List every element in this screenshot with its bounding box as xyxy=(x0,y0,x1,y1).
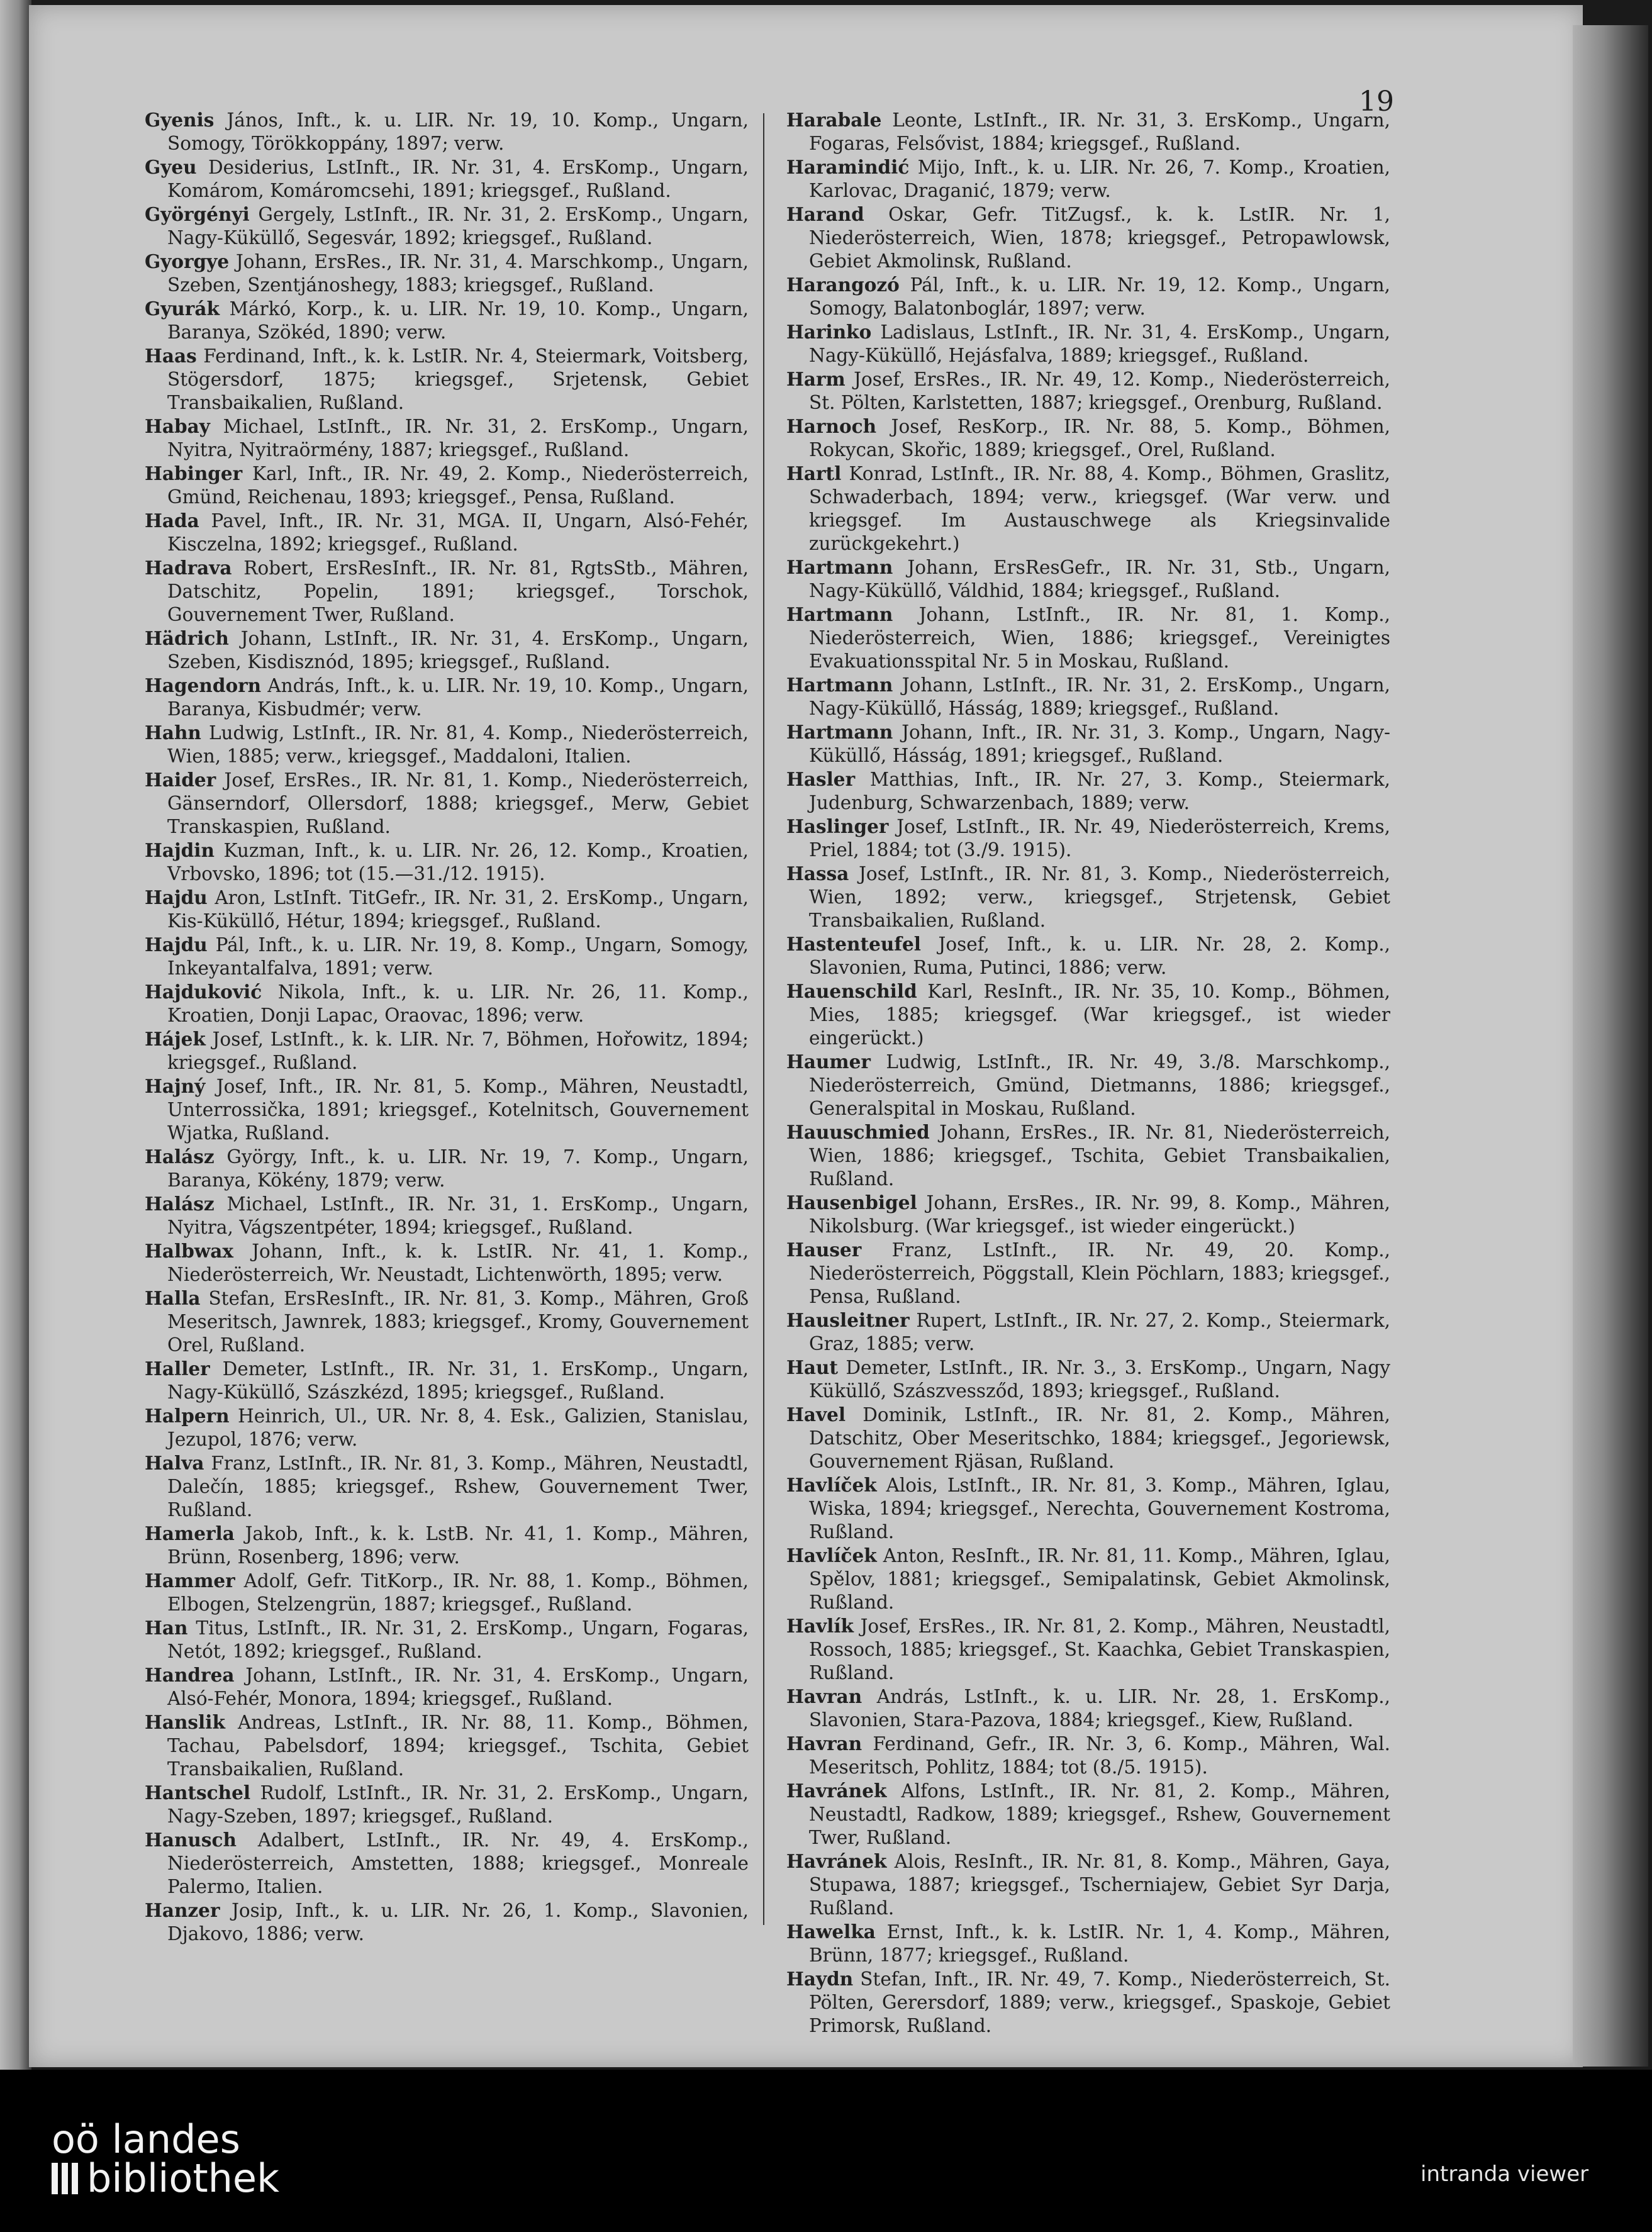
entry-details: Josef, Inft., k. u. LIR. Nr. 28, 2. Komp., Slavonien, Ruma, Putinci, 1886; verw. xyxy=(809,934,1390,978)
viewer-label: intranda viewer xyxy=(1420,2162,1589,2187)
entry-surname: Harand xyxy=(786,203,864,225)
entry-surname: Hájek xyxy=(145,1028,206,1050)
entry-surname: Havel xyxy=(786,1403,846,1426)
entry-surname: Haramindić xyxy=(786,156,910,178)
left-column xyxy=(145,108,749,1946)
entry-surname: Havlíček xyxy=(786,1474,877,1496)
register-entry xyxy=(145,556,749,627)
entry-surname: Halva xyxy=(145,1452,204,1474)
entry-details: Heinrich, Ul., UR. Nr. 8, 4. Esk., Galizien, Stanislau, Jezupol, 1876; verw. xyxy=(167,1405,749,1450)
entry-surname: Harinko xyxy=(786,321,872,343)
entry-details: Alfons, LstInft., IR. Nr. 81, 2. Komp., Mähren, Neustadtl, Radkow, 1889; kriegsgef., Rshew, Gouvernement Twer, Rußland. xyxy=(809,1780,1390,1848)
entry-surname: Hastenteufel xyxy=(786,933,921,955)
entry-surname: Hammer xyxy=(145,1570,235,1592)
entry-details: Demeter, LstInft., IR. Nr. 31, 1. ErsKomp., Ungarn, Nagy-Küküllő, Szászkézd, 1895; kriegsgef., Rußland. xyxy=(167,1358,749,1403)
entry-details: Josef, ErsRes., IR. Nr. 49, 12. Komp., Niederösterreich, St. Pölten, Karlstetten, 1887; kriegsgef., Orenburg, Rußland. xyxy=(809,369,1390,413)
entry-details: Josef, ErsRes., IR. Nr. 81, 1. Komp., Niederösterreich, Gänserndorf, Ollersdorf, 1888; kriegsgef., Merw, Gebiet Transkaspien, Rußland. xyxy=(167,769,749,837)
entry-details: Mijo, Inft., k. u. LIR. Nr. 26, 7. Komp., Kroatien, Karlovac, Draganić, 1879; verw. xyxy=(809,157,1390,201)
entry-details: Ladislaus, LstInft., IR. Nr. 31, 4. ErsKomp., Ungarn, Nagy-Küküllő, Hejásfalva, 1889; kriegsgef., Rußland. xyxy=(809,321,1390,366)
register-entry xyxy=(786,862,1390,932)
entry-details: Johann, ErsResGefr., IR. Nr. 31, Stb., Ungarn, Nagy-Küküllő, Váldhid, 1884; kriegsgef., Rußland. xyxy=(809,557,1390,601)
entry-details: Ludwig, LstInft., IR. Nr. 81, 4. Komp., Niederösterreich, Wien, 1885; verw., kriegsgef., Maddaloni, Italien. xyxy=(167,722,749,767)
entry-surname: Havlík xyxy=(786,1615,854,1637)
entry-details: Franz, LstInft., IR. Nr. 81, 3. Komp., Mähren, Neustadtl, Dalečín, 1885; kriegsgef., Rshew, Gouvernement Twer, Rußland. xyxy=(167,1453,749,1521)
register-entry xyxy=(786,1967,1390,2038)
register-entry xyxy=(145,462,749,509)
entry-details: Alois, LstInft., IR. Nr. 81, 3. Komp., Mähren, Iglau, Wiska, 1894; kriegsgef., Nerechta, Gouvernement Kostroma, Rußland. xyxy=(809,1475,1390,1543)
register-entry xyxy=(145,1074,749,1145)
register-entry xyxy=(145,674,749,721)
entry-details: Josef, LstInft., IR. Nr. 81, 3. Komp., Niederösterreich, Wien, 1892; verw., kriegsgef., Strjetensk, Gebiet Transbaikalien, Rußland. xyxy=(809,863,1390,931)
register-entry xyxy=(786,273,1390,320)
entry-details: Demeter, LstInft., IR. Nr. 3., 3. ErsKomp., Ungarn, Nagy Küküllő, Szászvessződ, 1893; kriegsgef., Rußland. xyxy=(809,1357,1390,1402)
entry-details: Josip, Inft., k. u. LIR. Nr. 26, 1. Komp., Slavonien, Djakovo, 1886; verw. xyxy=(167,1900,749,1945)
entry-surname: Hadrava xyxy=(145,557,232,579)
entry-surname: Halla xyxy=(145,1287,201,1309)
entry-surname: Halpern xyxy=(145,1405,230,1427)
entry-details: Aron, LstInft. TitGefr., IR. Nr. 31, 2. ErsKomp., Ungarn, Kis-Küküllő, Hétur, 1894; kriegsgef., Rußland. xyxy=(167,887,749,932)
entry-surname: Haider xyxy=(145,769,216,791)
entry-details: Rupert, LstInft., IR. Nr. 27, 2. Komp., Steiermark, Graz, 1885; verw. xyxy=(809,1310,1390,1354)
entry-surname: Habay xyxy=(145,415,210,437)
entry-surname: Haller xyxy=(145,1358,210,1380)
register-entry xyxy=(145,886,749,933)
entry-surname: Gyeu xyxy=(145,156,197,178)
entry-surname: Hahn xyxy=(145,722,201,744)
register-entry xyxy=(145,980,749,1027)
entry-details: Johann, LstInft., IR. Nr. 81, 1. Komp., Niederösterreich, Wien, 1886; kriegsgef., Vereinigtes Evakuationsspital Nr. 5 in Moskau, Rußland. xyxy=(809,604,1390,672)
entry-details: János, Inft., k. u. LIR. Nr. 19, 10. Komp., Ungarn, Somogy, Törökkoppány, 1897; verw. xyxy=(167,109,749,154)
register-entry xyxy=(145,297,749,344)
register-entry xyxy=(145,1899,749,1946)
register-entry xyxy=(145,721,749,768)
entry-surname: Hausleitner xyxy=(786,1309,910,1331)
register-entry xyxy=(145,1710,749,1781)
register-entry xyxy=(145,1404,749,1451)
entry-details: Alois, ResInft., IR. Nr. 81, 8. Komp., Mähren, Gaya, Stupawa, 1887; kriegsgef., Tscherniajew, Gebiet Syr Darja, Rußland. xyxy=(809,1851,1390,1919)
register-entry xyxy=(786,1238,1390,1309)
entry-surname: Harangozó xyxy=(786,274,900,296)
register-entry xyxy=(786,1191,1390,1238)
register-entry xyxy=(786,767,1390,815)
entry-details: Adolf, Gefr. TitKorp., IR. Nr. 88, 1. Komp., Böhmen, Elbogen, Stelzengrün, 1887; kriegsgef., Rußland. xyxy=(167,1570,749,1615)
entry-surname: Habinger xyxy=(145,462,243,484)
entry-details: Kuzman, Inft., k. u. LIR. Nr. 26, 12. Komp., Kroatien, Vrbovsko, 1896; tot (15.—31./12. 1915). xyxy=(167,840,749,884)
entry-details: Johann, LstInft., IR. Nr. 31, 2. ErsKomp., Ungarn, Nagy-Küküllő, Hásság, 1889; kriegsgef., Rußland. xyxy=(809,674,1390,719)
entry-surname: Halász xyxy=(145,1193,215,1215)
entry-surname: Gyorgye xyxy=(145,250,230,272)
logo-text-line1: oö landes xyxy=(52,2116,240,2162)
register-entry xyxy=(145,203,749,250)
register-entry xyxy=(145,1828,749,1899)
entry-surname: Havran xyxy=(786,1685,862,1707)
register-entry xyxy=(145,344,749,415)
entry-details: Nikola, Inft., k. u. LIR. Nr. 26, 11. Komp., Kroatien, Donji Lapac, Oraovac, 1896; verw. xyxy=(167,981,749,1026)
register-entry xyxy=(145,839,749,886)
entry-details: Johann, ErsRes., IR. Nr. 99, 8. Komp., Mähren, Nikolsburg. (War kriegsgef., ist wieder eingerückt.) xyxy=(809,1192,1390,1237)
entry-details: Pavel, Inft., IR. Nr. 31, MGA. II, Ungarn, Alsó-Fehér, Kisczelna, 1892; kriegsgef., Rußland. xyxy=(167,510,749,555)
register-entry xyxy=(145,155,749,203)
entry-details: Titus, LstInft., IR. Nr. 31, 2. ErsKomp., Ungarn, Fogaras, Netót, 1892; kriegsgef., Rußland. xyxy=(167,1617,749,1662)
entry-surname: Halbwax xyxy=(145,1240,233,1262)
register-entry xyxy=(145,1192,749,1239)
register-entry xyxy=(786,1544,1390,1614)
entry-surname: Hantschel xyxy=(145,1782,251,1804)
register-entry xyxy=(786,462,1390,555)
register-entry xyxy=(786,415,1390,462)
register-entry xyxy=(145,108,749,155)
entry-details: Rudolf, LstInft., IR. Nr. 31, 2. ErsKomp., Ungarn, Nagy-Szeben, 1897; kriegsgef., Rußland. xyxy=(167,1782,749,1827)
entry-surname: Hajduković xyxy=(145,981,262,1003)
register-entry xyxy=(145,250,749,297)
register-entry xyxy=(145,1781,749,1828)
entry-details: Josef, ResKorp., IR. Nr. 88, 5. Komp., Böhmen, Rokycan, Skořic, 1889; kriegsgef., Orel, Rußland. xyxy=(809,416,1390,460)
register-entry xyxy=(145,1451,749,1522)
entry-details: György, Inft., k. u. LIR. Nr. 19, 7. Komp., Ungarn, Baranya, Kökény, 1879; verw. xyxy=(167,1146,749,1191)
entry-details: Andreas, LstInft., IR. Nr. 88, 11. Komp., Böhmen, Tachau, Pabelsdorf, 1894; kriegsgef., Tschita, Gebiet Transbaikalien, Rußland. xyxy=(167,1712,749,1780)
entry-details: Leonte, LstInft., IR. Nr. 31, 3. ErsKomp., Ungarn, Fogaras, Felsővist, 1884; kriegsgef., Rußland. xyxy=(809,109,1390,154)
right-column xyxy=(786,108,1390,2038)
logo-bars-icon xyxy=(52,2163,78,2194)
register-entry xyxy=(145,1663,749,1710)
register-entry xyxy=(145,1027,749,1074)
register-entry xyxy=(786,603,1390,673)
library-logo[interactable] xyxy=(52,2116,279,2201)
entry-details: Ferdinand, Gefr., IR. Nr. 3, 6. Komp., Mähren, Wal. Meseritsch, Pohlitz, 1884; tot (8./5. 1915). xyxy=(809,1733,1390,1778)
entry-surname: Havránek xyxy=(786,1780,887,1802)
entry-details: Jakob, Inft., k. k. LstB. Nr. 41, 1. Komp., Mähren, Brünn, Rosenberg, 1896; verw. xyxy=(167,1523,749,1568)
entry-surname: Hajný xyxy=(145,1075,206,1097)
entry-surname: Haslinger xyxy=(786,815,889,837)
entry-surname: Harabale xyxy=(786,109,882,131)
entry-surname: Hanusch xyxy=(145,1829,237,1851)
entry-details: Gergely, LstInft., IR. Nr. 31, 2. ErsKomp., Ungarn, Nagy-Küküllő, Segesvár, 1892; kriegsgef., Rußland. xyxy=(167,204,749,248)
entry-surname: Hauuschmied xyxy=(786,1121,930,1143)
entry-surname: Hagendorn xyxy=(145,674,262,696)
entry-surname: Han xyxy=(145,1617,188,1639)
entry-surname: Hawelka xyxy=(786,1921,876,1943)
entry-details: Josef, Inft., IR. Nr. 81, 5. Komp., Mähren, Neustadtl, Unterrossička, 1891; kriegsgef., Kotelnitsch, Gouvernement Wjatka, Rußland. xyxy=(167,1076,749,1144)
register-entry xyxy=(145,509,749,556)
entry-surname: Harnoch xyxy=(786,415,877,437)
register-entry xyxy=(786,720,1390,767)
entry-details: Márkó, Korp., k. u. LIR. Nr. 19, 10. Komp., Ungarn, Baranya, Szökéd, 1890; verw. xyxy=(167,298,749,343)
entry-details: Johann, ErsRes., IR. Nr. 31, 4. Marschkomp., Ungarn, Szeben, Szentjánoshegy, 1883; kriegsgef., Rußland. xyxy=(167,251,749,296)
register-entry xyxy=(786,1120,1390,1191)
entry-surname: Halász xyxy=(145,1146,215,1168)
entry-surname: Havran xyxy=(786,1733,862,1755)
entry-surname: Harm xyxy=(786,368,846,390)
entry-surname: Gyurák xyxy=(145,298,220,320)
entry-surname: Haut xyxy=(786,1356,839,1378)
entry-details: Johann, LstInft., IR. Nr. 31, 4. ErsKomp., Ungarn, Alsó-Fehér, Monora, 1894; kriegsgef., Rußland. xyxy=(167,1665,749,1709)
register-entry xyxy=(786,979,1390,1050)
register-entry xyxy=(786,815,1390,862)
entry-details: Oskar, Gefr. TitZugsf., k. k. LstIR. Nr. 1, Niederösterreich, Wien, 1878; kriegsgef., Petropawlowsk, Gebiet Akmolinsk, Rußland. xyxy=(809,204,1390,272)
entry-surname: Havránek xyxy=(786,1850,887,1872)
entry-details: Michael, LstInft., IR. Nr. 31, 1. ErsKomp., Ungarn, Nyitra, Vágszentpéter, 1894; kriegsgef., Rußland. xyxy=(167,1193,749,1238)
register-entry xyxy=(145,1239,749,1286)
entry-details: András, Inft., k. u. LIR. Nr. 19, 10. Komp., Ungarn, Baranya, Kisbudmér; verw. xyxy=(167,675,749,720)
entry-details: Stefan, Inft., IR. Nr. 49, 7. Komp., Niederösterreich, St. Pölten, Gerersdorf, 1889; verw., kriegsgef., Spaskoje, Gebiet Primorsk, Rußland. xyxy=(809,1968,1390,2036)
entry-surname: Hausenbigel xyxy=(786,1191,917,1214)
entry-surname: Haumer xyxy=(786,1051,871,1073)
register-entry xyxy=(145,1616,749,1663)
entry-surname: Handrea xyxy=(145,1664,235,1686)
entry-details: Dominik, LstInft., IR. Nr. 81, 2. Komp., Mähren, Datschitz, Ober Meseritschko, 1884; kriegsgef., Jegoriewsk, Gouvernement Rjäsan, Rußland. xyxy=(809,1404,1390,1472)
entry-details: Ferdinand, Inft., k. k. LstIR. Nr. 4, Steiermark, Voitsberg, Stögersdorf, 1875; kriegsgef., Srjetensk, Gebiet Transbaikalien, Rußland. xyxy=(167,345,749,413)
entry-details: Karl, Inft., IR. Nr. 49, 2. Komp., Niederösterreich, Gmünd, Reichenau, 1893; kriegsgef., Pensa, Rußland. xyxy=(167,463,749,508)
page-number: 19 xyxy=(1359,86,1394,118)
register-entry xyxy=(786,1473,1390,1544)
register-entry xyxy=(786,1403,1390,1473)
register-entry xyxy=(786,1920,1390,1967)
entry-details: Matthias, Inft., IR. Nr. 27, 3. Komp., Steiermark, Judenburg, Schwarzenbach, 1889; verw. xyxy=(809,769,1390,813)
register-entry xyxy=(786,155,1390,203)
register-entry xyxy=(786,203,1390,273)
entry-surname: Györgényi xyxy=(145,203,250,225)
entry-details: Ernst, Inft., k. k. LstIR. Nr. 1, 4. Komp., Mähren, Brünn, 1877; kriegsgef., Rußland. xyxy=(809,1921,1390,1966)
register-entry xyxy=(786,1309,1390,1356)
column-divider xyxy=(763,113,764,1925)
entry-surname: Hasler xyxy=(786,768,856,790)
entry-details: Johann, ErsRes., IR. Nr. 81, Niederösterreich, Wien, 1886; kriegsgef., Tschita, Gebiet Transbaikalien, Rußland. xyxy=(809,1122,1390,1190)
entry-details: Robert, ErsResInft., IR. Nr. 81, RgtsStb., Mähren, Datschitz, Popelin, 1891; kriegsgef., Torschok, Gouvernement Twer, Rußland. xyxy=(167,557,749,625)
entry-surname: Hanslik xyxy=(145,1711,225,1733)
entry-details: András, LstInft., k. u. LIR. Nr. 28, 1. ErsKomp., Slavonien, Stara-Pazova, 1884; kriegsgef., Kiew, Rußland. xyxy=(809,1686,1390,1731)
register-entry xyxy=(145,1145,749,1192)
entry-surname: Hartmann xyxy=(786,603,893,625)
register-entry xyxy=(786,1614,1390,1685)
left-page-edge xyxy=(0,0,31,2070)
entry-details: Johann, Inft., k. k. LstIR. Nr. 41, 1. Komp., Niederösterreich, Wr. Neustadt, Lichtenwörth, 1895; verw. xyxy=(167,1241,749,1285)
entry-surname: Hamerla xyxy=(145,1522,235,1544)
entry-surname: Hauenschild xyxy=(786,980,917,1002)
entry-details: Michael, LstInft., IR. Nr. 31, 2. ErsKomp., Ungarn, Nyitra, Nyitraörmény, 1887; kriegsgef., Rußland. xyxy=(167,416,749,460)
register-entry xyxy=(786,1779,1390,1850)
register-entry xyxy=(145,1286,749,1357)
register-entry xyxy=(786,1050,1390,1120)
entry-details: Johann, Inft., IR. Nr. 31, 3. Komp., Ungarn, Nagy-Küküllő, Hásság, 1891; kriegsgef., Rußland. xyxy=(809,722,1390,766)
entry-surname: Hajdu xyxy=(145,886,208,908)
entry-surname: Hassa xyxy=(786,862,849,884)
entry-surname: Haas xyxy=(145,345,197,367)
entry-details: Stefan, ErsResInft., IR. Nr. 81, 3. Komp., Mähren, Groß Meseritsch, Jawnrek, 1883; kriegsgef., Kromy, Gouvernement Orel, Rußland. xyxy=(167,1288,749,1356)
entry-details: Karl, ResInft., IR. Nr. 35, 10. Komp., Böhmen, Mies, 1885; kriegsgef. (War kriegsgef., ist wieder eingerückt.) xyxy=(809,981,1391,1049)
register-entry xyxy=(786,108,1390,155)
entry-surname: Haydn xyxy=(786,1968,854,1990)
entry-details: Pál, Inft., k. u. LIR. Nr. 19, 12. Komp., Ungarn, Somogy, Balatonboglár, 1897; verw. xyxy=(809,274,1390,319)
entry-details: Adalbert, LstInft., IR. Nr. 49, 4. ErsKomp., Niederösterreich, Amstetten, 1888; kriegsgef., Monreale Palermo, Italien. xyxy=(167,1829,749,1897)
register-entry xyxy=(145,1357,749,1404)
entry-surname: Hartmann xyxy=(786,674,893,696)
entry-surname: Hauser xyxy=(786,1239,862,1261)
register-entry xyxy=(786,555,1390,603)
entry-surname: Hanzer xyxy=(145,1899,220,1921)
entry-details: Pál, Inft., k. u. LIR. Nr. 19, 8. Komp., Ungarn, Somogy, Inkeyantalfalva, 1891; verw. xyxy=(167,934,749,979)
entry-surname: Hartmann xyxy=(786,556,893,578)
entry-details: Desiderius, LstInft., IR. Nr. 31, 4. ErsKomp., Ungarn, Komárom, Komáromcsehi, 1891; kriegsgef., Rußland. xyxy=(167,157,749,201)
entry-details: Franz, LstInft., IR. Nr. 49, 20. Komp., Niederösterreich, Pöggstall, Klein Pöchlarn, 1883; kriegsgef., Pensa, Rußland. xyxy=(809,1239,1390,1307)
entry-surname: Hartl xyxy=(786,462,842,484)
register-entry xyxy=(786,367,1390,415)
register-entry xyxy=(145,1569,749,1616)
entry-details: Josef, LstInft., IR. Nr. 49, Niederösterreich, Krems, Priel, 1884; tot (3./9. 1915). xyxy=(809,816,1390,861)
entry-surname: Hada xyxy=(145,510,199,532)
entry-surname: Hartmann xyxy=(786,721,893,743)
register-entry xyxy=(145,768,749,839)
entry-surname: Havlíček xyxy=(786,1544,877,1566)
entry-details: Anton, ResInft., IR. Nr. 81, 11. Komp., Mähren, Iglau, Spělov, 1881; kriegsgef., Semipalatinsk, Gebiet Akmolinsk, Rußland. xyxy=(809,1545,1390,1613)
register-entry xyxy=(786,1732,1390,1779)
register-entry xyxy=(145,415,749,462)
register-entry xyxy=(786,1685,1390,1732)
page-stack-edge xyxy=(1573,25,1648,2067)
entry-details: Johann, LstInft., IR. Nr. 31, 4. ErsKomp., Ungarn, Szeben, Kisdisznód, 1895; kriegsgef., Rußland. xyxy=(167,628,749,672)
entry-details: Josef, LstInft., k. k. LIR. Nr. 7, Böhmen, Hořowitz, 1894; kriegsgef., Rußland. xyxy=(167,1029,749,1073)
entry-surname: Hajdu xyxy=(145,934,208,956)
entry-details: Ludwig, LstInft., IR. Nr. 49, 3./8. Marschkomp., Niederösterreich, Gmünd, Dietmanns, 1886; kriegsgef., Generalspital in Moskau, Rußland. xyxy=(809,1051,1390,1119)
entry-surname: Hajdin xyxy=(145,839,215,861)
register-entry xyxy=(786,1356,1390,1403)
register-entry xyxy=(145,1522,749,1569)
entry-details: Konrad, LstInft., IR. Nr. 88, 4. Komp., Böhmen, Graslitz, Schwaderbach, 1894; verw., kriegsgef. (War verw. und kriegsgef. Im Austauschwege als Kriegsinvalide zurückgekehrt.) xyxy=(809,463,1390,554)
entry-details: Josef, ErsRes., IR. Nr. 81, 2. Komp., Mähren, Neustadtl, Rossoch, 1885; kriegsgef., St. Kaachka, Gebiet Transkaspien, Rußland. xyxy=(809,1615,1390,1683)
entry-surname: Hädrich xyxy=(145,627,229,649)
register-entry xyxy=(145,933,749,980)
register-entry xyxy=(145,627,749,674)
register-entry xyxy=(786,320,1390,367)
logo-text-line2: bibliothek xyxy=(87,2155,279,2201)
entry-surname: Gyenis xyxy=(145,109,215,131)
register-entry xyxy=(786,932,1390,979)
register-entry xyxy=(786,673,1390,720)
register-entry xyxy=(786,1850,1390,1920)
